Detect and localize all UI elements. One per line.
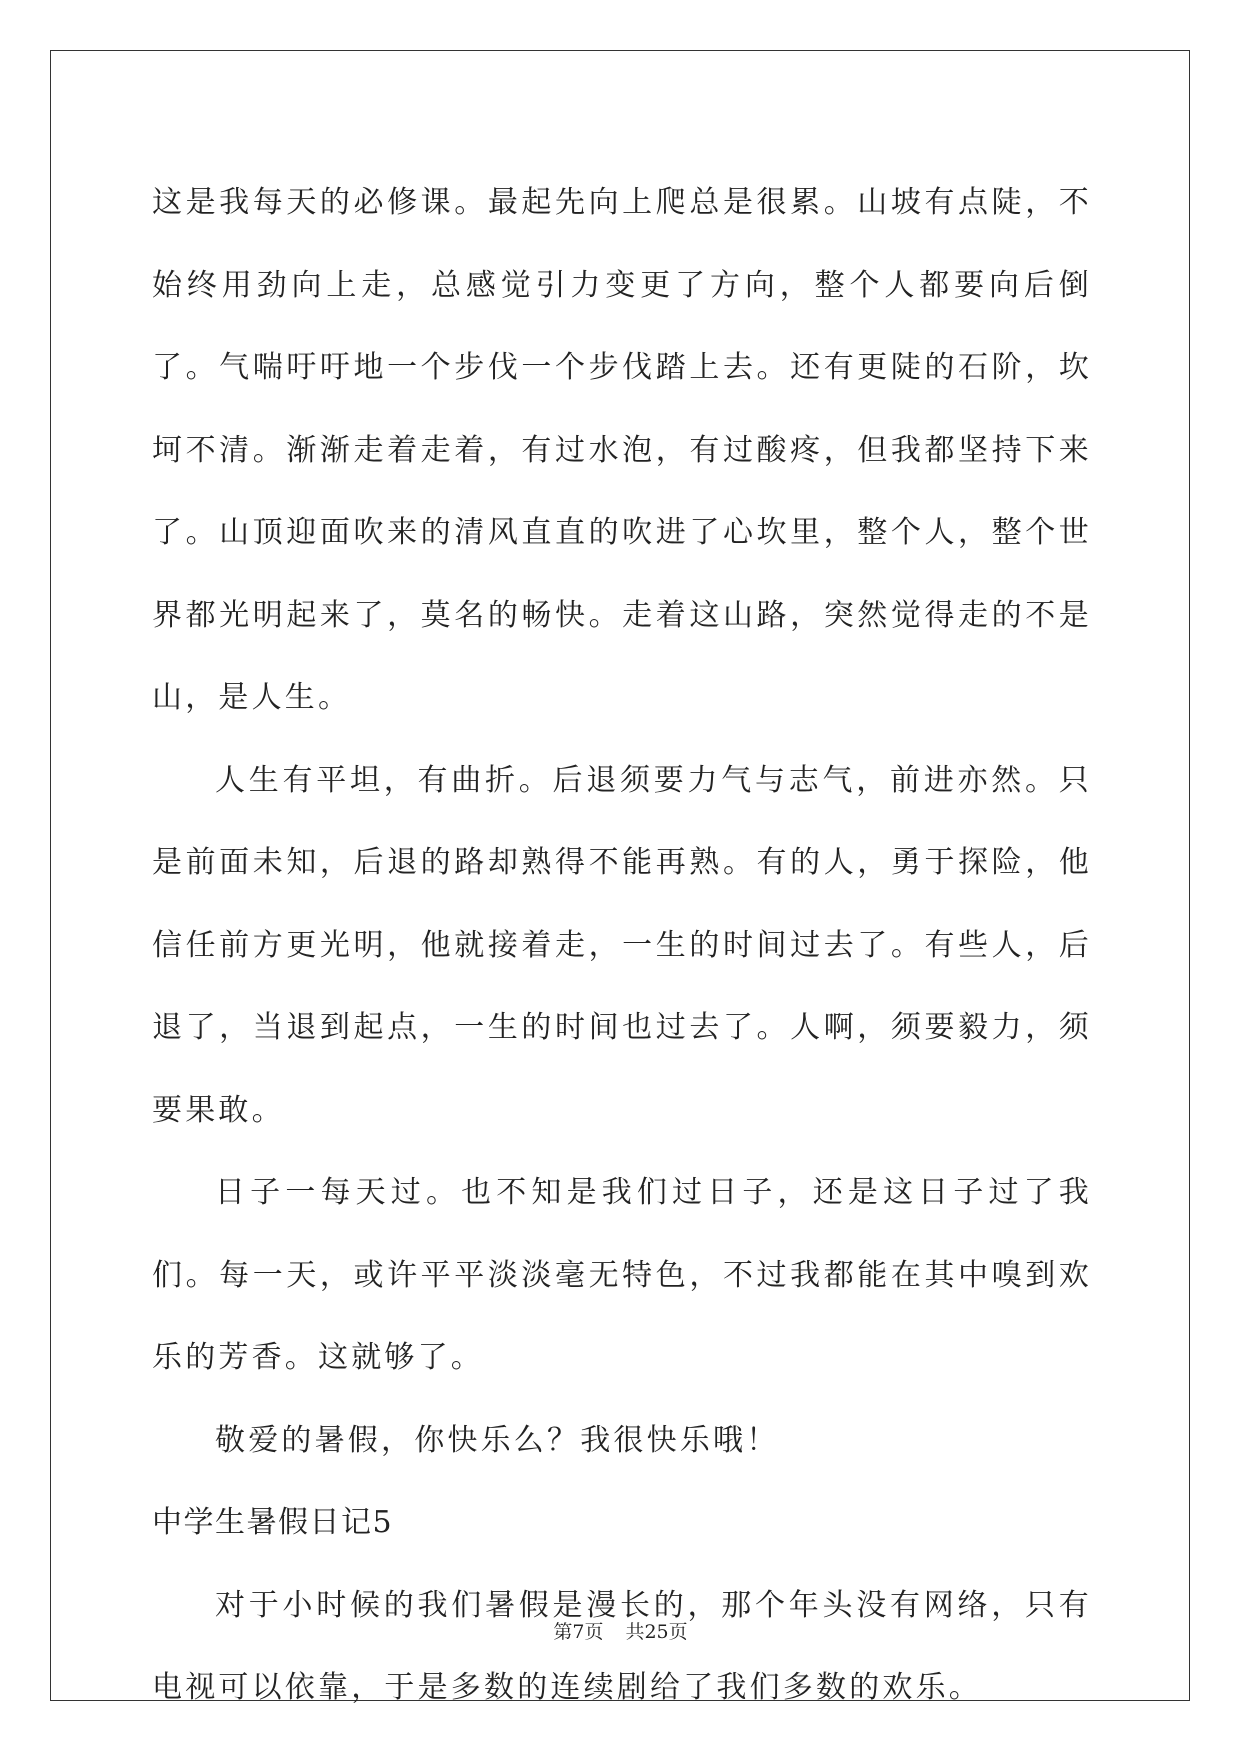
page-number: 第7页 [553,1621,604,1643]
document-body [152,162,1092,1730]
paragraph-1: 这是我每天的必修课。最起先向上爬总是很累。山坡有点陡，不始终用劲向上走，总感觉引力变更了方向，整个人都要向后倒了。气喘吁吁地一个步伐一个步伐踏上去。还有更陡的石阶，坎坷不清。渐渐走着走着，有过水泡，有过酸疼，但我都坚持下来了。山顶迎面吹来的清风直直的吹进了心坎里，整个人，整个世界都光明起来了，莫名的畅快。走着这山路，突然觉得走的不是山，是人生。 [152,185,1092,715]
paragraph-2: 人生有平坦，有曲折。后退须要力气与志气，前进亦然。只是前面未知，后退的路却熟得不能再熟。有的人，勇于探险，他信任前方更光明，他就接着走，一生的时间过去了。有些人，后退了，当退到起点，一生的时间也过去了。人啊，须要毅力，须要果敢。 [152,762,1092,1128]
page-footer [0,1617,1241,1644]
paragraph-4: 敬爱的暑假，你快乐么？我很快乐哦！ [215,1422,780,1458]
page-total: 共25页 [625,1621,688,1643]
paragraph-3: 日子一每天过。也不知是我们过日子，还是这日子过了我们。每一天，或许平平淡淡毫无特色，不过我都能在其中嗅到欢乐的芳香。这就够了。 [152,1175,1092,1375]
section-heading: 中学生暑假日记5 [152,1505,394,1540]
paragraph-5: 对于小时候的我们暑假是漫长的，那个年头没有网络，只有电视可以依靠，于是多数的连续剧给了我们多数的欢乐。 [152,1587,1092,1705]
